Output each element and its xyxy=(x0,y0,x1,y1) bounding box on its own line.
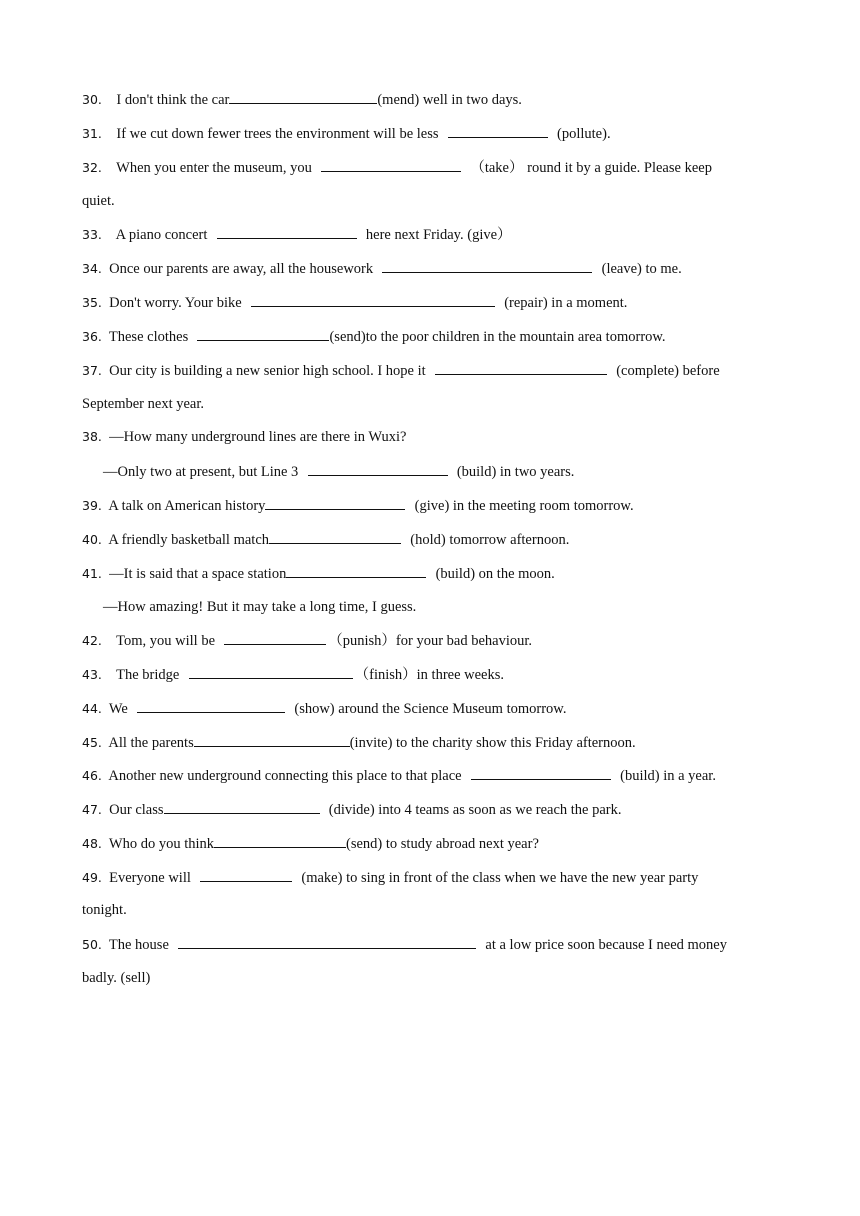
question-text: badly. (sell) xyxy=(82,970,151,986)
question-36 xyxy=(82,326,666,346)
answer-blank[interactable] xyxy=(178,934,476,949)
question-text: （take） round it by a guide. Please keep xyxy=(470,160,712,176)
answer-blank[interactable] xyxy=(265,495,405,510)
question-number: 30. xyxy=(82,92,102,107)
question-number: 46. xyxy=(82,768,102,783)
question-44 xyxy=(82,698,566,718)
question-number: 34. xyxy=(82,261,102,276)
question-text: Our class xyxy=(109,802,164,818)
question-number: 37. xyxy=(82,363,102,378)
question-number: 31. xyxy=(82,126,102,141)
question-41-continued xyxy=(103,597,416,617)
question-text: Tom, you will be xyxy=(116,633,216,649)
question-text: Don't worry. Your bike xyxy=(109,295,242,311)
answer-blank[interactable] xyxy=(435,360,607,375)
question-number: 43. xyxy=(82,667,102,682)
question-number: 44. xyxy=(82,701,102,716)
question-34 xyxy=(82,258,682,278)
question-text: (build) in two years. xyxy=(456,464,575,480)
question-46 xyxy=(82,765,716,785)
question-30 xyxy=(82,89,522,109)
answer-blank[interactable] xyxy=(217,224,357,239)
question-38-continued xyxy=(103,461,574,481)
question-text: quiet. xyxy=(82,193,115,209)
question-50-continued xyxy=(82,968,150,988)
question-text: Another new underground connecting this place to that place xyxy=(108,768,462,784)
question-number: 38. xyxy=(82,429,102,444)
answer-blank[interactable] xyxy=(137,698,285,713)
question-text: （punish）for your bad behaviour. xyxy=(328,633,533,649)
question-42 xyxy=(82,630,532,650)
question-text: (build) in a year. xyxy=(620,768,716,784)
answer-blank[interactable] xyxy=(471,765,611,780)
question-number: 32. xyxy=(82,160,102,175)
question-number: 33. xyxy=(82,227,102,242)
answer-blank[interactable] xyxy=(194,732,350,747)
question-text: The house xyxy=(108,937,169,953)
question-text: (complete) before xyxy=(616,363,720,379)
question-text: If we cut down fewer trees the environment will be less xyxy=(116,126,439,142)
answer-blank[interactable] xyxy=(382,258,592,273)
question-text: (mend) well in two days. xyxy=(377,92,522,108)
answer-blank[interactable] xyxy=(251,292,495,307)
question-text: Our city is building a new senior high school. I hope it xyxy=(109,363,426,379)
question-40 xyxy=(82,529,569,549)
question-43 xyxy=(82,664,504,684)
question-45 xyxy=(82,732,636,752)
question-49 xyxy=(82,867,698,887)
question-text: tonight. xyxy=(82,902,127,918)
answer-blank[interactable] xyxy=(269,529,401,544)
question-37-continued xyxy=(82,394,204,414)
question-48 xyxy=(82,833,539,853)
question-number: 45. xyxy=(82,735,102,750)
answer-blank[interactable] xyxy=(448,123,548,138)
question-text: (show) around the Science Museum tomorrow. xyxy=(294,701,567,717)
question-number: 35. xyxy=(82,295,102,310)
question-text: The bridge xyxy=(116,667,180,683)
question-32-continued xyxy=(82,191,115,211)
question-text: (send)to the poor children in the mountain area tomorrow. xyxy=(329,329,666,345)
question-text: (repair) in a moment. xyxy=(504,295,628,311)
answer-blank[interactable] xyxy=(164,799,320,814)
question-text: (divide) into 4 teams as soon as we reach the park. xyxy=(328,802,622,818)
question-31 xyxy=(82,123,611,143)
answer-blank[interactable] xyxy=(286,563,426,578)
question-text: Who do you think xyxy=(108,836,215,852)
answer-blank[interactable] xyxy=(200,867,292,882)
question-39 xyxy=(82,495,634,515)
question-number: 40. xyxy=(82,532,102,547)
question-text: —It is said that a space station xyxy=(109,566,287,582)
question-41 xyxy=(82,563,555,583)
question-text: When you enter the museum, you xyxy=(116,160,312,176)
question-49-continued xyxy=(82,900,127,920)
question-text: —Only two at present, but Line 3 xyxy=(103,464,299,480)
question-text: (invite) to the charity show this Friday afternoon. xyxy=(349,735,636,751)
question-text: All the parents xyxy=(108,735,194,751)
answer-blank[interactable] xyxy=(189,664,353,679)
question-text: A piano concert xyxy=(115,227,208,243)
question-text: (pollute). xyxy=(557,126,611,142)
question-47 xyxy=(82,799,622,819)
question-text: We xyxy=(108,701,128,717)
question-text: (make) to sing in front of the class when we have the new year party xyxy=(301,870,699,886)
question-number: 42. xyxy=(82,633,102,648)
question-number: 50. xyxy=(82,937,102,952)
question-50 xyxy=(82,934,727,954)
question-text: (build) on the moon. xyxy=(435,566,555,582)
question-text: These clothes xyxy=(108,329,189,345)
question-33 xyxy=(82,224,512,244)
question-number: 48. xyxy=(82,836,102,851)
question-number: 36. xyxy=(82,329,102,344)
question-37 xyxy=(82,360,720,380)
question-text: (hold) tomorrow afternoon. xyxy=(410,532,570,548)
question-number: 47. xyxy=(82,802,102,817)
question-text: I don't think the car xyxy=(116,92,230,108)
question-text: September next year. xyxy=(82,396,204,412)
question-text: at a low price soon because I need money xyxy=(485,937,727,953)
answer-blank[interactable] xyxy=(229,89,377,104)
question-text: here next Friday. (give） xyxy=(365,227,512,243)
question-text: (leave) to me. xyxy=(601,261,682,277)
answer-blank[interactable] xyxy=(224,630,326,645)
question-text: Everyone will xyxy=(109,870,191,886)
answer-blank[interactable] xyxy=(308,461,448,476)
question-text: —How many underground lines are there in Wuxi? xyxy=(109,429,407,445)
question-text: A talk on American history xyxy=(108,498,266,514)
question-text: (send) to study abroad next year? xyxy=(346,836,539,852)
answer-blank[interactable] xyxy=(214,833,346,848)
question-38 xyxy=(82,427,406,447)
question-number: 39. xyxy=(82,498,102,513)
answer-blank[interactable] xyxy=(321,157,461,172)
question-32 xyxy=(82,157,712,177)
question-number: 49. xyxy=(82,870,102,885)
question-text: A friendly basketball match xyxy=(108,532,270,548)
question-35 xyxy=(82,292,627,312)
question-text: (give) in the meeting room tomorrow. xyxy=(414,498,634,514)
question-text: Once our parents are away, all the housework xyxy=(109,261,374,277)
question-text: （finish）in three weeks. xyxy=(354,667,505,683)
question-text: —How amazing! But it may take a long time, I guess. xyxy=(103,599,417,615)
answer-blank[interactable] xyxy=(197,326,329,341)
question-number: 41. xyxy=(82,566,102,581)
